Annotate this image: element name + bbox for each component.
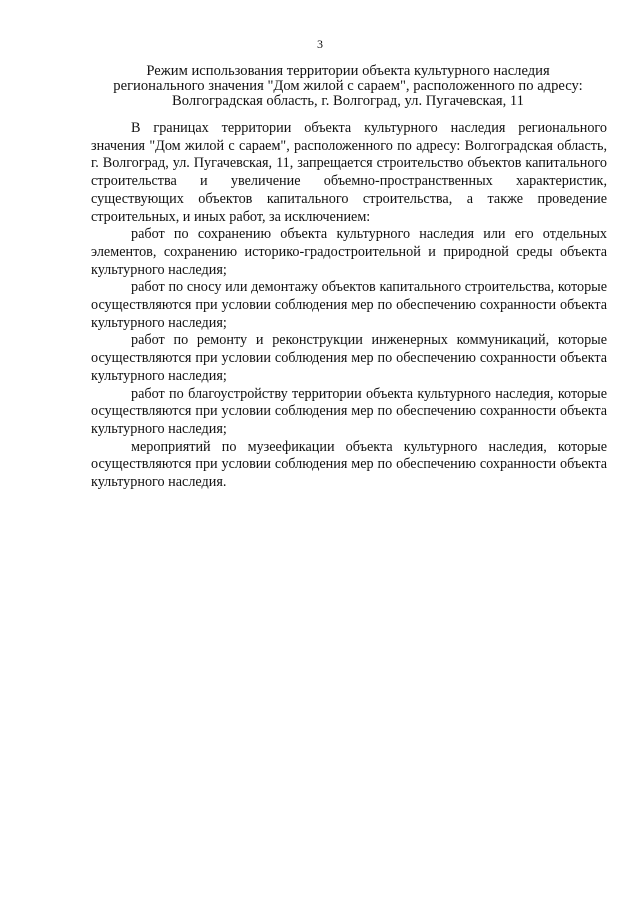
- exception-item: работ по сохранению объекта культурного наследия или его отдельных элементов, сохранению историко-градостроительной и природной среды объекта культурного наследия;: [91, 226, 607, 278]
- document-title: [90, 64, 606, 109]
- document-body: [91, 120, 607, 492]
- page-number: 3: [317, 37, 323, 51]
- title-line: Режим использования территории объекта культурного наследия: [146, 63, 550, 79]
- exception-item: мероприятий по музеефикации объекта культурного наследия, которые осуществляются при условии соблюдения мер по обеспечению сохранности объекта культурного наследия.: [91, 438, 607, 491]
- title-line: Волгоградская область, г. Волгоград, ул. Пугачевская, 11: [172, 93, 524, 109]
- exception-item: работ по сносу или демонтажу объектов капитального строительства, которые осуществляются при условии соблюдения мер по обеспечению сохранности объекта культурного наследия;: [91, 279, 607, 331]
- intro-paragraph: В границах территории объекта культурного наследия регионального значения "Дом жилой с сараем", расположенного по адресу: Волгоградская область, г. Волгоград, ул. Пугачевская, 11, запрещается строительство объектов капитального строительства и увеличение объемно-пространственных характеристик, существующих объектов капитального строительства, а также проведение строительных, и иных работ, за исключением:: [91, 120, 607, 225]
- exception-item: работ по ремонту и реконструкции инженерных коммуникаций, которые осуществляются при условии соблюдения мер по обеспечению сохранности объекта культурного наследия;: [91, 332, 607, 384]
- exception-item: работ по благоустройству территории объекта культурного наследия, которые осуществляются при условии соблюдения мер по обеспечению сохранности объекта культурного наследия;: [91, 385, 607, 437]
- title-line: регионального значения "Дом жилой с сараем", расположенного по адресу:: [113, 78, 583, 94]
